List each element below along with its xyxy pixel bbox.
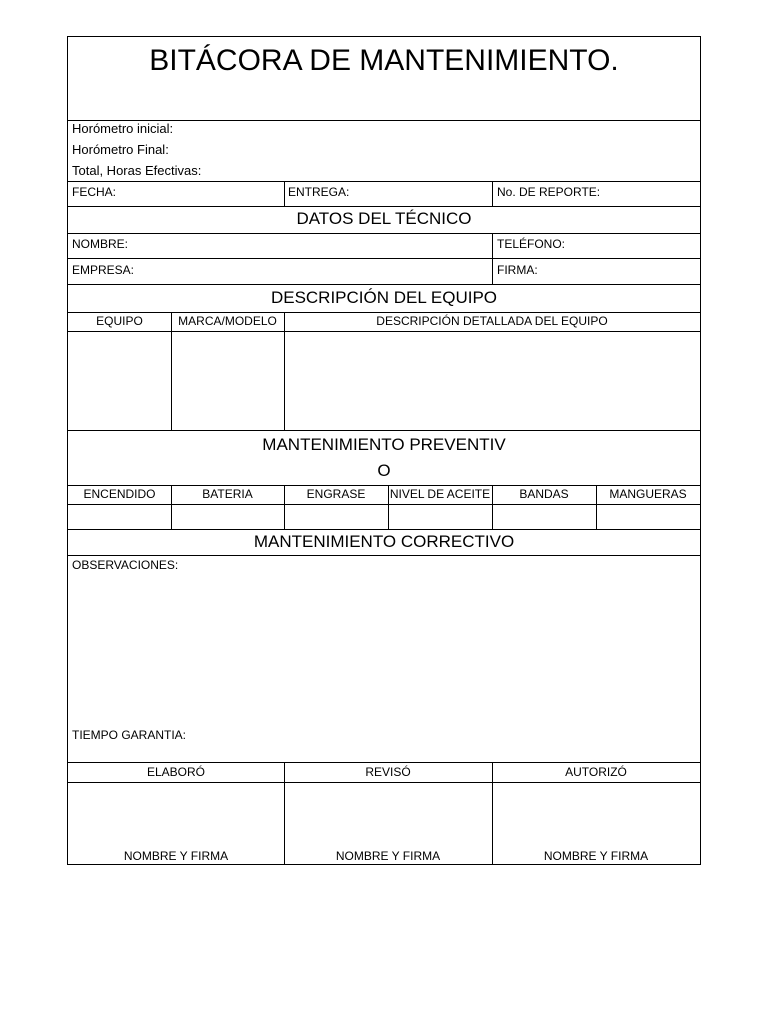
- engrase-input[interactable]: [286, 506, 386, 527]
- divider-equipo-title: [68, 312, 700, 313]
- mangueras-input[interactable]: [598, 506, 698, 527]
- horometro-final-label: Horómetro Final:: [72, 142, 169, 157]
- elaboro-nombre-firma-label: NOMBRE Y FIRMA: [123, 849, 229, 863]
- encendido-col-header: ENCENDIDO: [83, 487, 156, 501]
- autorizo-signature-area[interactable]: [493, 784, 699, 844]
- divider-fecha-row: [68, 206, 700, 207]
- tiempo-garantia-input[interactable]: [188, 726, 696, 746]
- horometro-inicial-label: Horómetro inicial:: [72, 121, 174, 136]
- preventivo-section-title-wrap: O: [377, 461, 391, 480]
- observaciones-label: OBSERVACIONES:: [72, 558, 179, 572]
- descripcion-textarea[interactable]: [285, 333, 699, 429]
- nombre-input[interactable]: [134, 235, 488, 256]
- divider-nombre-row: [68, 258, 700, 259]
- bateria-col-header: BATERIA: [202, 487, 253, 501]
- equipo-col-header: EQUIPO: [96, 314, 143, 328]
- mangueras-col-header: MANGUERAS: [609, 487, 687, 501]
- tecnico-section-title: DATOS DEL TÉCNICO: [296, 209, 472, 228]
- divider-preventivo-title: [68, 485, 700, 486]
- maintenance-log-form: [67, 36, 701, 865]
- bandas-col-header: BANDAS: [519, 487, 569, 501]
- divider-v-entrega: [492, 181, 493, 206]
- correctivo-section-title: MANTENIMIENTO CORRECTIVO: [253, 532, 515, 551]
- reviso-signature-area[interactable]: [285, 784, 491, 844]
- divider-preventivo-row: [68, 529, 700, 530]
- horas-efectivas-input[interactable]: [213, 163, 688, 180]
- autorizo-col-header: AUTORIZÓ: [565, 765, 627, 779]
- reporte-input[interactable]: [598, 183, 696, 204]
- nombre-label: NOMBRE:: [72, 237, 129, 251]
- tiempo-garantia-label: TIEMPO GARANTIA:: [72, 728, 187, 742]
- observaciones-textarea[interactable]: [69, 574, 699, 724]
- form-title: BITÁCORA DE MANTENIMIENTO.: [149, 44, 619, 77]
- engrase-col-header: ENGRASE: [306, 487, 366, 501]
- divider-v-tecnico: [492, 233, 493, 284]
- reporte-label: No. DE REPORTE:: [497, 185, 601, 199]
- nivel-aceite-input[interactable]: [390, 506, 490, 527]
- divider-preventivo-header: [68, 504, 700, 505]
- firma-input[interactable]: [546, 261, 696, 282]
- divider-horometro: [68, 181, 700, 182]
- entrega-input[interactable]: [350, 183, 488, 204]
- empresa-input[interactable]: [138, 261, 488, 282]
- reviso-nombre-firma-label: NOMBRE Y FIRMA: [335, 849, 441, 863]
- divider-empresa-row: [68, 284, 700, 285]
- empresa-label: EMPRESA:: [72, 263, 135, 277]
- divider-observaciones: [68, 762, 700, 763]
- nivel-aceite-col-header: NIVEL DE ACEITE: [389, 487, 491, 501]
- elaboro-col-header: ELABORÓ: [146, 765, 206, 779]
- firma-label: FIRMA:: [497, 263, 538, 277]
- divider-v-fecha: [284, 181, 285, 206]
- encendido-input[interactable]: [70, 506, 169, 527]
- entrega-label: ENTREGA:: [288, 185, 350, 199]
- fecha-label: FECHA:: [72, 185, 117, 199]
- divider-firmas-header: [68, 782, 700, 783]
- telefono-input[interactable]: [566, 235, 696, 256]
- divider-equipo-header: [68, 331, 700, 332]
- elaboro-signature-area[interactable]: [69, 784, 283, 844]
- marca-col-header: MARCA/MODELO: [178, 314, 277, 328]
- equipo-textarea[interactable]: [69, 333, 170, 429]
- horas-efectivas-label: Total, Horas Efectivas:: [72, 163, 202, 178]
- telefono-label: TELÉFONO:: [497, 237, 566, 251]
- divider-equipo-body: [68, 430, 700, 431]
- preventivo-section-title: MANTENIMIENTO PREVENTIV: [262, 435, 506, 454]
- bateria-input[interactable]: [173, 506, 282, 527]
- descripcion-col-header: DESCRIPCIÓN DETALLADA DEL EQUIPO: [376, 314, 608, 328]
- bandas-input[interactable]: [494, 506, 594, 527]
- divider-tecnico-title: [68, 233, 700, 234]
- fecha-input[interactable]: [116, 183, 280, 204]
- reviso-col-header: REVISÓ: [365, 765, 411, 779]
- divider-correctivo-title: [68, 555, 700, 556]
- marca-modelo-textarea[interactable]: [172, 333, 283, 429]
- autorizo-nombre-firma-label: NOMBRE Y FIRMA: [543, 849, 649, 863]
- horometro-inicial-input[interactable]: [188, 121, 688, 139]
- equipo-section-title: DESCRIPCIÓN DEL EQUIPO: [270, 288, 498, 307]
- horometro-final-input[interactable]: [180, 142, 688, 160]
